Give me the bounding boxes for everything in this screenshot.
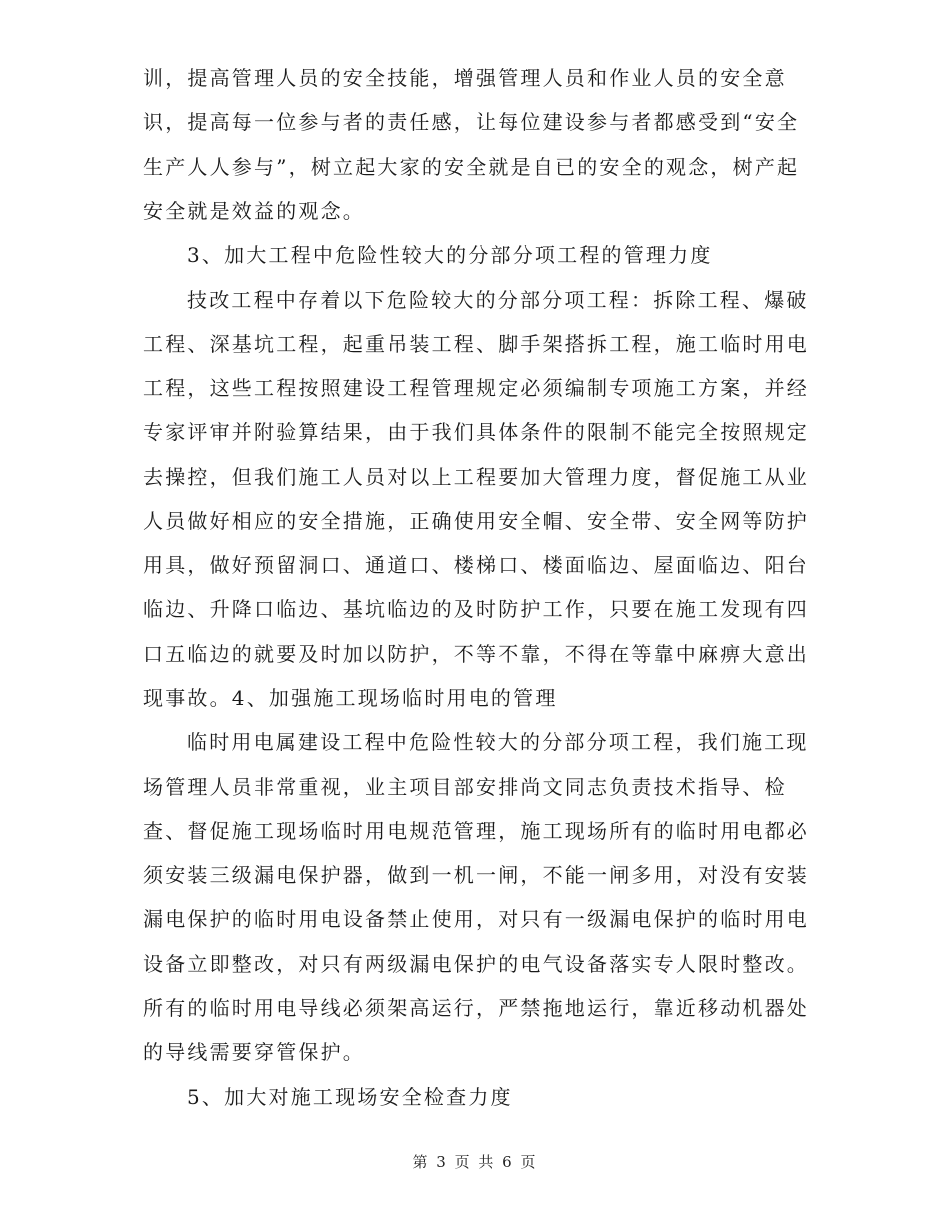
- paragraph-line: 技改工程中存着以下危险较大的分部分项工程：拆除工程、爆破: [187, 288, 809, 312]
- paragraph-line: 训，提高管理人员的安全技能，增强管理人员和作业人员的安全意: [143, 66, 787, 90]
- paragraph-line: 去操控，但我们施工人员对以上工程要加大管理力度，督促施工从业: [143, 465, 809, 489]
- paragraph-line: 须安装三级漏电保护器，做到一机一闸，不能一闸多用，对没有安装: [143, 863, 809, 887]
- paragraph-line: 工程、深基坑工程，起重吊装工程、脚手架搭拆工程，施工临时用电: [143, 332, 809, 356]
- paragraph-line: 安全就是效益的观念。: [143, 199, 365, 223]
- paragraph-line: 查、督促施工现场临时用电规范管理，施工现场所有的临时用电都必: [143, 819, 809, 843]
- paragraph-line: 漏电保护的临时用电设备禁止使用，对只有一级漏电保护的临时用电: [143, 907, 809, 931]
- paragraph-line: 的导线需要穿管保护。: [143, 1040, 365, 1064]
- page-number: 第 3 页 共 6 页: [412, 1153, 538, 1171]
- paragraph-line: 临时用电属建设工程中危险性较大的分部分项工程，我们施工现: [187, 730, 809, 754]
- paragraph-line: 工程，这些工程按照建设工程管理规定必须编制专项施工方案，并经: [143, 376, 809, 400]
- paragraph-line: 专家评审并附验算结果，由于我们具体条件的限制不能完全按照规定: [143, 420, 809, 444]
- paragraph-line: 用具，做好预留洞口、通道口、楼梯口、楼面临边、屋面临边、阳台: [143, 553, 809, 577]
- paragraph-line: 人员做好相应的安全措施，正确使用安全帽、安全带、安全网等防护: [143, 509, 809, 533]
- paragraph-line: 临边、升降口临边、基坑临边的及时防护工作，只要在施工发现有四: [143, 597, 809, 621]
- paragraph-line: 所有的临时用电导线必须架高运行，严禁拖地运行，靠近移动机器处: [143, 996, 809, 1020]
- paragraph-line: 现事故。4、加强施工现场临时用电的管理: [143, 686, 558, 710]
- paragraph-line: 设备立即整改，对只有两级漏电保护的电气设备落实专人限时整改。: [143, 952, 809, 976]
- paragraph-line: 场管理人员非常重视，业主项目部安排尚文同志负责技术指导、检: [143, 775, 787, 799]
- paragraph-line: 生产人人参与”，树立起大家的安全就是自已的安全的观念，树产起: [143, 155, 800, 179]
- section-heading: 5、加大对施工现场安全检查力度: [187, 1085, 513, 1109]
- paragraph-line: 识，提高每一位参与者的责任感，让每位建设参与者都感受到“安全: [143, 110, 800, 134]
- section-heading: 3、加大工程中危险性较大的分部分项工程的管理力度: [187, 243, 713, 267]
- paragraph-line: 口五临边的就要及时加以防护，不等不靠，不得在等靠中麻痹大意出: [143, 642, 809, 666]
